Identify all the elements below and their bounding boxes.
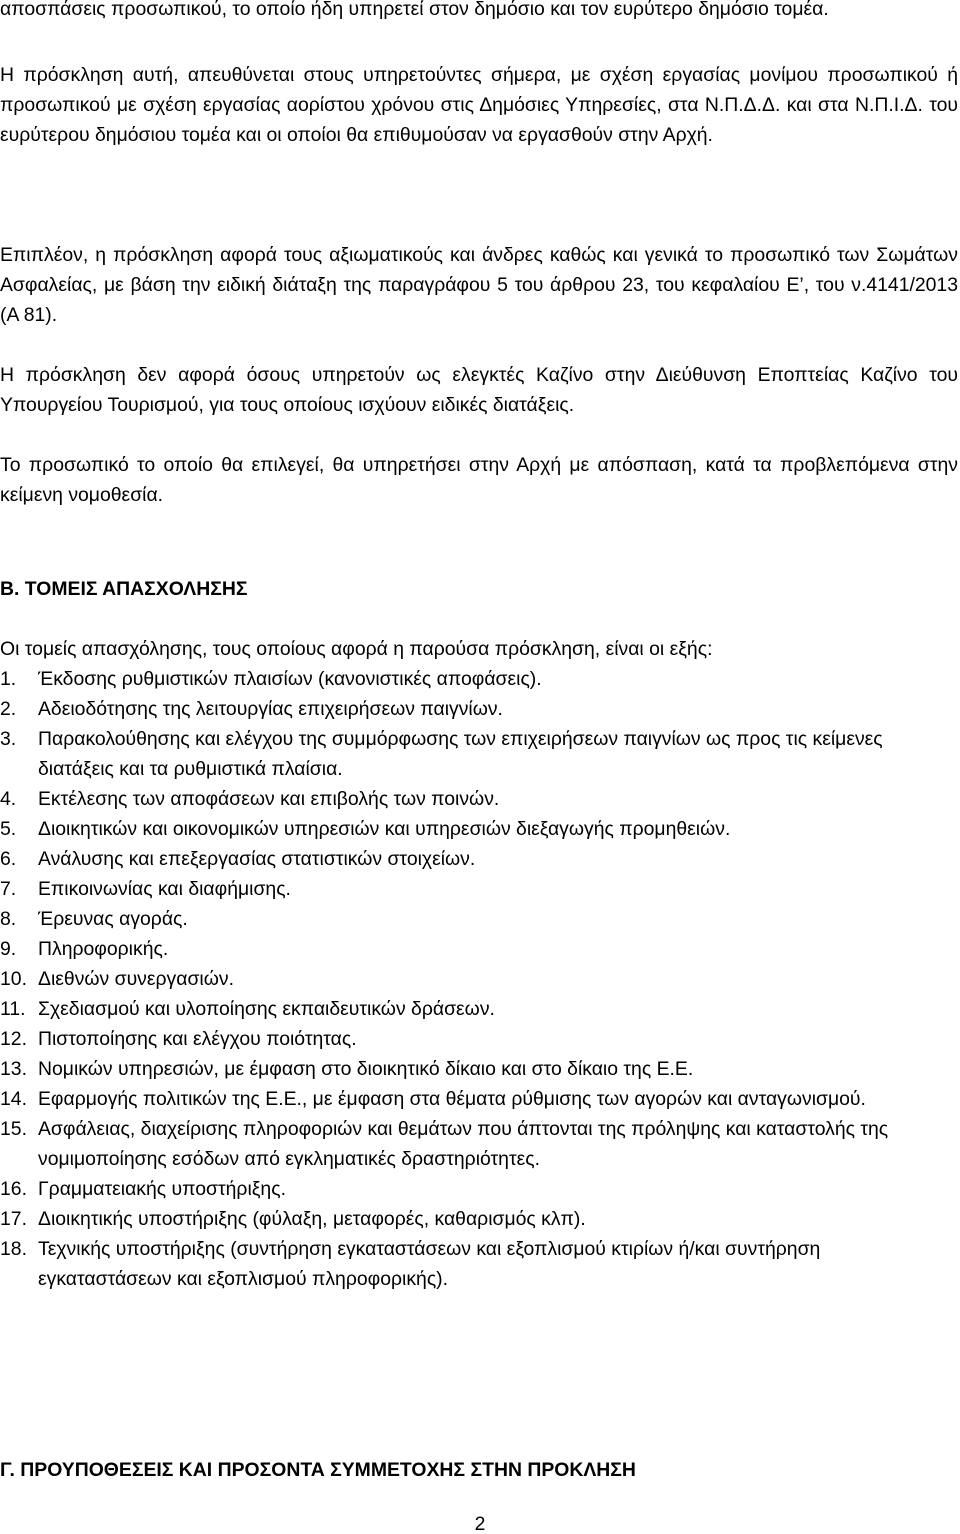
list-item: 6. Ανάλυσης και επεξεργασίας στατιστικών στοιχείων. <box>0 848 476 870</box>
list-item: 14. Εφαρμογής πολιτικών της Ε.Ε., με έμφαση στα θέματα ρύθμισης των αγορών και ανταγωνισμού. <box>0 1088 866 1110</box>
list-item: 8. Έρευνας αγοράς. <box>0 908 188 930</box>
list-item: 15. Ασφάλειας, διαχείρισης πληροφοριών και θεμάτων που άπτονται της πρόληψης και καταστολής της νομιμοποίησης εσόδων από εγκληματικές δραστηριότητες. <box>0 1118 889 1170</box>
paragraph-secondment-terms: Το προσωπικό το οποίο θα επιλεγεί, θα υπηρετήσει στην Αρχή με απόσπαση, κατά τα προβλεπόμενα στην κείμενη νομοθεσία. <box>0 454 958 506</box>
paragraph-security-forces: Επιπλέον, η πρόσκληση αφορά τους αξιωματικούς και άνδρες καθώς και γενικά το προσωπικό των Σωμάτων Ασφαλείας, με βάση την ειδική διάταξη της παραγράφου 5 του άρθρου 23, του κεφαλαίου Ε’, του ν.4141/2013 (Α 81). <box>0 244 958 326</box>
list-item: 11. Σχεδιασμού και υλοποίησης εκπαιδευτικών δράσεων. <box>0 998 495 1020</box>
list-item: 13. Νομικών υπηρεσιών, με έμφαση στο διοικητικό δίκαιο και στο δίκαιο της Ε.Ε. <box>0 1058 694 1080</box>
list-item: 12. Πιστοποίησης και ελέγχου ποιότητας. <box>0 1028 357 1050</box>
paragraph-casino-exclusion: Η πρόσκληση δεν αφορά όσους υπηρετούν ως ελεγκτές Καζίνο στην Διεύθυνση Εποπτείας Καζίνο του Υπουργείου Τουρισμού, για τους οποίους ισχύουν ειδικές διατάξεις. <box>0 364 958 416</box>
list-item: 9. Πληροφορικής. <box>0 938 169 960</box>
list-item: 16. Γραμματειακής υποστήριξης. <box>0 1178 286 1200</box>
list-item: 10. Διεθνών συνεργασιών. <box>0 968 234 990</box>
paragraph-secondments: αποσπάσεις προσωπικού, το οποίο ήδη υπηρετεί στον δημόσιο και τον ευρύτερο δημόσιο τομέα. <box>0 0 829 20</box>
section-b-intro: Οι τομείς απασχόλησης, τους οποίους αφορά η παρούσα πρόσκληση, είναι οι εξής: <box>0 638 713 660</box>
paragraph-invitation-audience: Η πρόσκληση αυτή, απευθύνεται στους υπηρετούντες σήμερα, με σχέση εργασίας μονίμου προσωπικού ή προσωπικού με σχέση εργασίας αορίστου χρόνου στις Δημόσιες Υπηρεσίες, στα Ν.Π.Δ.Δ. και στα Ν.Π.Ι.Δ. του ευρύτερου δημόσιου τομέα και οι οποίοι θα επιθυμούσαν να εργασθούν στην Αρχή. <box>0 64 958 146</box>
section-c-heading: Γ. ΠΡΟΥΠΟΘΕΣΕΙΣ ΚΑΙ ΠΡΟΣΟΝΤΑ ΣΥΜΜΕΤΟΧΗΣ ΣΤΗΝ ΠΡΟΚΛΗΣΗ <box>0 1459 636 1481</box>
list-item: 18. Τεχνικής υποστήριξης (συντήρηση εγκαταστάσεων και εξοπλισμού κτιρίων ή/και συντήρηση εγκαταστάσεων και εξοπλισμού πληροφορικής). <box>0 1238 821 1290</box>
page-number: 2 <box>474 1513 486 1534</box>
list-item: 3. Παρακολούθησης και ελέγχου της συμμόρφωσης των επιχειρήσεων παιγνίων ως προς τις κείμενες διατάξεις και τα ρυθμιστικά πλαίσια. <box>0 728 883 780</box>
list-item: 5. Διοικητικών και οικονομικών υπηρεσιών και υπηρεσιών διεξαγωγής προμηθειών. <box>0 818 731 840</box>
list-item: 2. Αδειοδότησης της λειτουργίας επιχειρήσεων παιγνίων. <box>0 698 503 720</box>
list-item: 1. Έκδοσης ρυθμιστικών πλαισίων (κανονιστικές αποφάσεις). <box>0 668 542 690</box>
list-item: 4. Εκτέλεσης των αποφάσεων και επιβολής των ποινών. <box>0 788 500 810</box>
list-item: 17. Διοικητικής υποστήριξης (φύλαξη, μεταφορές, καθαρισμός κλπ). <box>0 1208 586 1230</box>
employment-sectors-list <box>0 664 930 1294</box>
list-item: 7. Επικοινωνίας και διαφήμισης. <box>0 878 291 900</box>
section-b-heading: Β. ΤΟΜΕΙΣ ΑΠΑΣΧΟΛΗΣΗΣ <box>0 578 248 600</box>
